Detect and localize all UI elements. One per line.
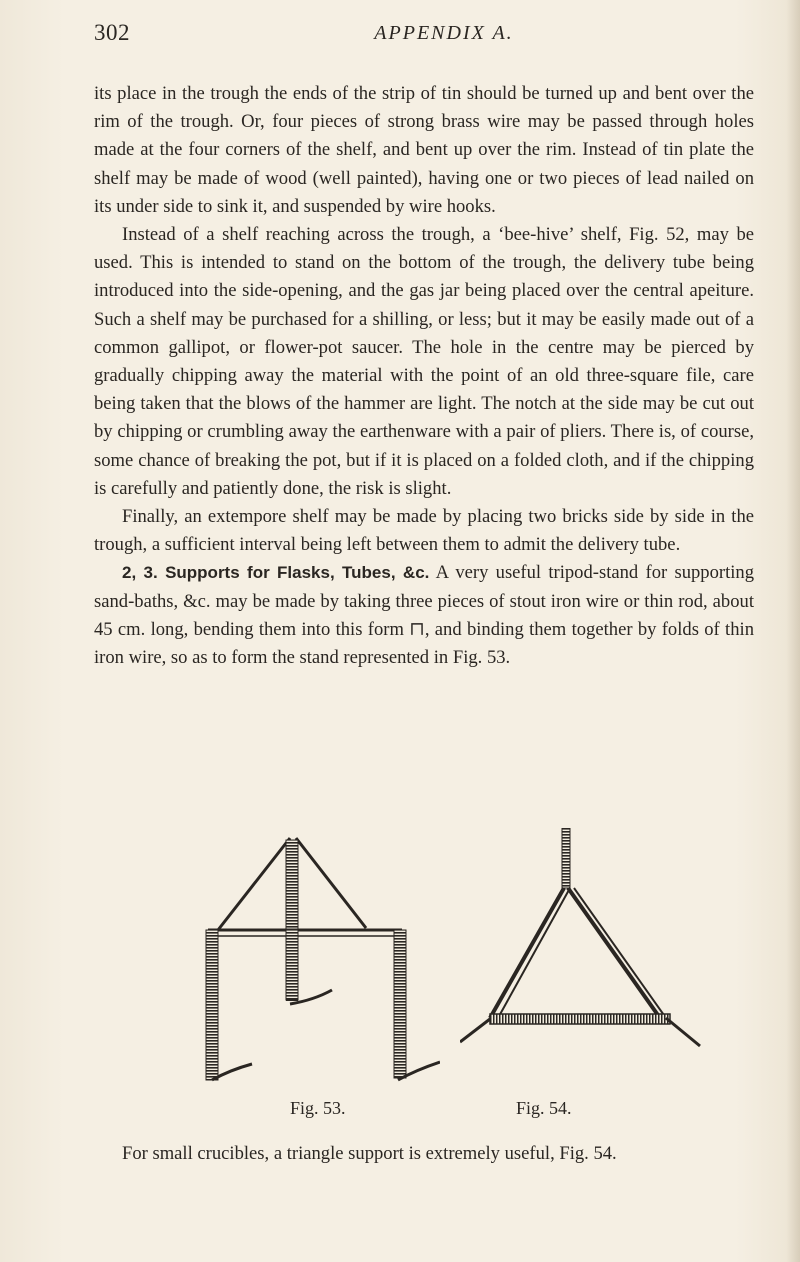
closing-paragraph: For small crucibles, a triangle support is extremely useful, Fig. 54. [122,1143,617,1164]
paragraph-supports [94,559,754,672]
figures-area [180,808,740,1118]
fig-54-label: Fig. 54. [516,1098,572,1118]
running-head: APPENDIX A. [374,22,514,44]
body-text [94,80,754,672]
page-number: 302 [94,20,130,45]
section-text: A very useful tripod-stand for supporting sand-baths, &c. may be made by taking three pieces of stout iron wire or thin rod, about 45 cm. long, bending them into this form ⊓, and binding them together by folds of thin iron wire, so as to form the stand represented in Fig. 53. [94,562,755,669]
page-spine-shadow [786,0,800,1262]
section-heading: 2, 3. Supports for Flasks, Tubes, &c. [122,563,430,583]
page-header [94,18,754,52]
fig-53-label: Fig. 53. [290,1098,346,1118]
paragraph-bee-hive-shelf: Instead of a shelf reaching across the trough, a ‘bee-hive’ shelf, Fig. 52, may be used. This is intended to stand on the bottom of the trough, the delivery tube being introduced into the side-opening, and the gas jar being placed over the central apeiture. Such a shelf may be purchased for a shilling, or less; but it may be easily made out of a common gallipot, or flower-pot saucer. The hole in the centre may be pierced by gradually chipping away the material with the point of an old three-square file, care being taken that the blows of the hammer are light. The notch at the side may be cut out by chipping or crumbling away the earthenware with a pair of pliers. There is, of course, some chance of breaking the pot, but if it is placed on a folded cloth, and if the chipping is carefully and patiently done, the risk is slight. [94,224,754,499]
tripod-stand-illustration [190,818,440,1098]
triangle-support-illustration [460,828,730,1068]
paragraph-extempore-shelf: Finally, an extempore shelf may be made by placing two bricks side by side in the trough, a sufficient interval being left between them to admit the delivery tube. [94,506,754,556]
paragraph-continuation: its place in the trough the ends of the strip of tin should be turned up and bent over the rim of the trough. Or, four pieces of strong brass wire may be passed through holes made at the four corners of the shelf, and bent up over the rim. Instead of tin plate the shelf may be made of wood (well painted), having one or two pieces of lead nailed on its under side to sink it, and suspended by wire hooks. [94,83,754,217]
